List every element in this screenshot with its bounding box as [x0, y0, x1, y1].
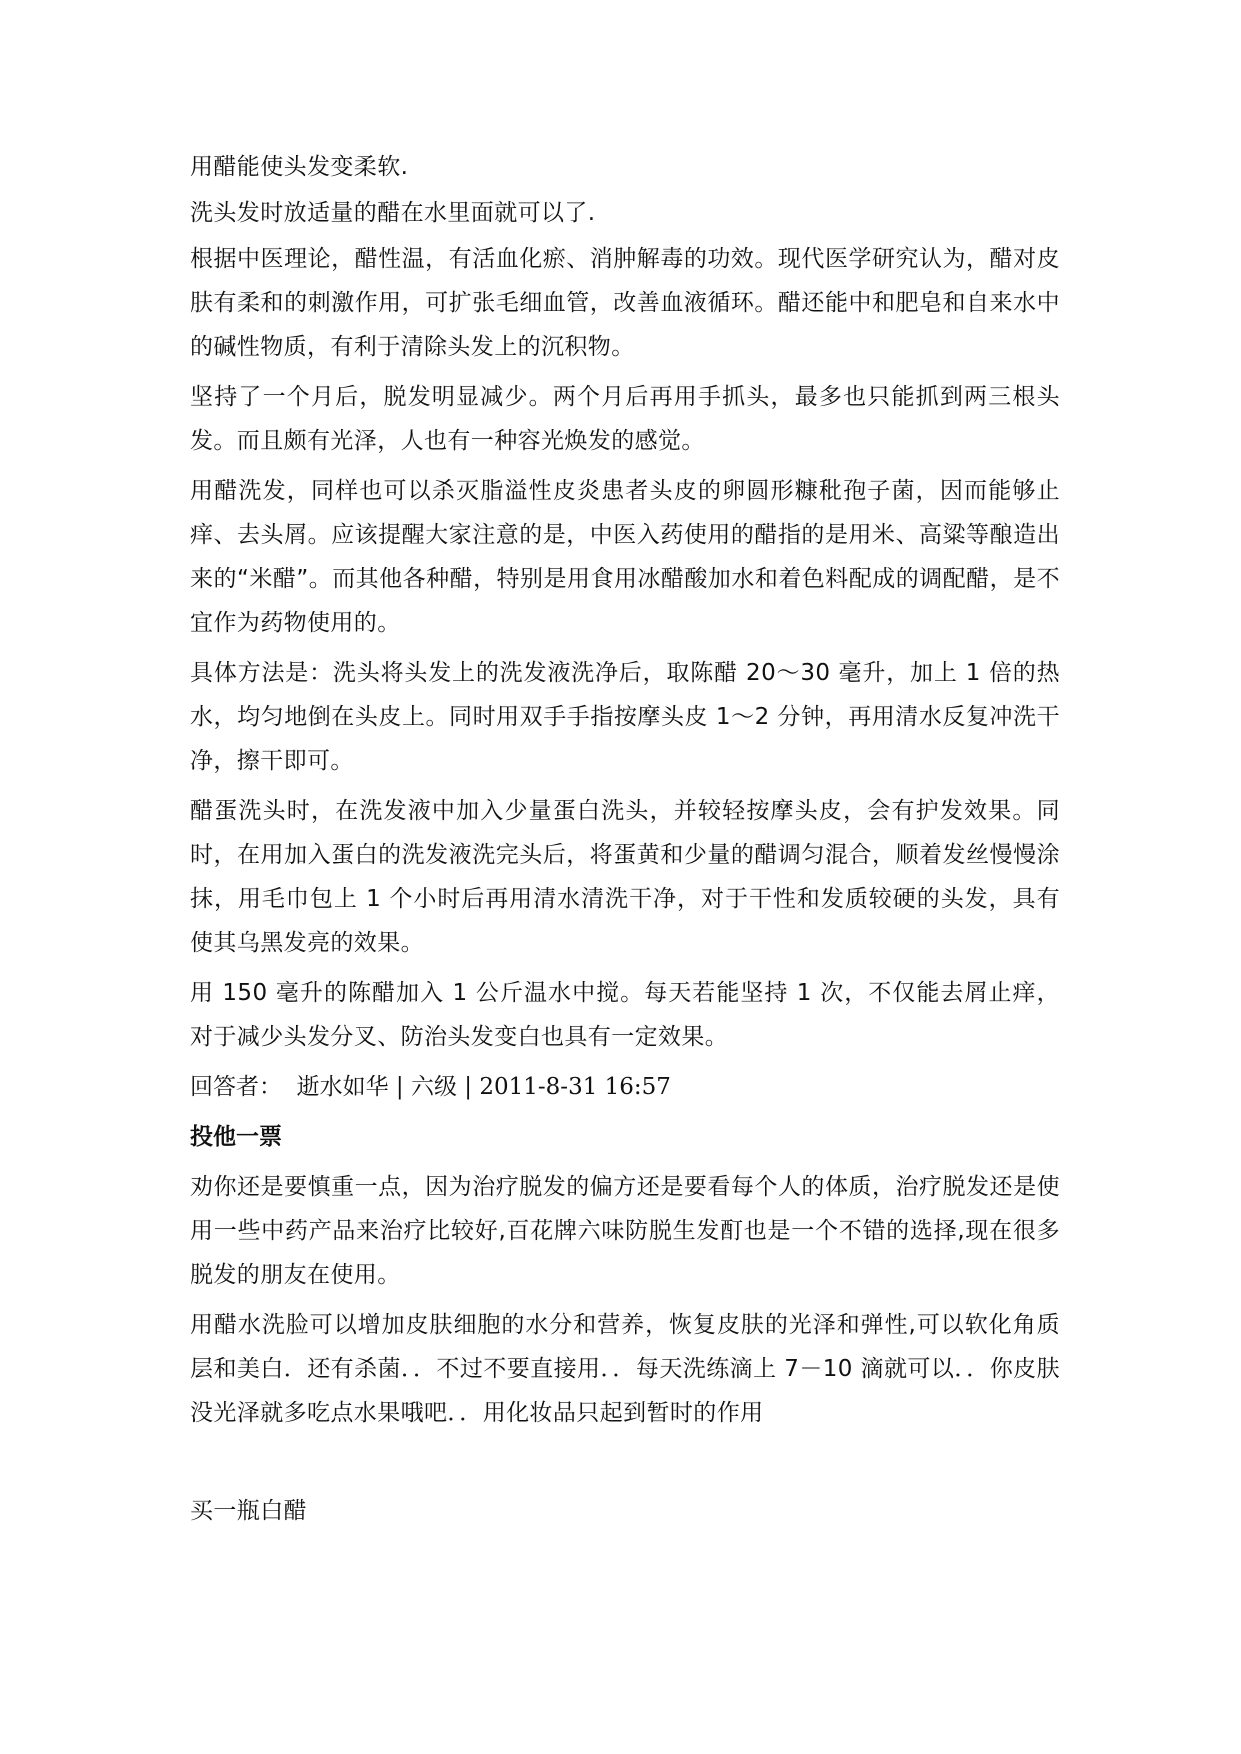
paragraph-one-month-result: 坚持了一个月后，脱发明显减少。两个月后再用手抓头，最多也只能抓到两三根头发。而且颇有光泽，人也有一种容光焕发的感觉。 [190, 384, 1060, 454]
vote-link[interactable]: 投他一票 [190, 1124, 282, 1150]
answer-meta: 回答者： 逝水如华 | 六级 | 2011-8-31 16:57 [190, 1074, 671, 1100]
spacer [190, 1441, 1060, 1489]
paragraph-vinegar-softens: 用醋能使头发变柔软. [190, 154, 409, 180]
paragraph-specific-method: 具体方法是：洗头将头发上的洗发液洗净后，取陈醋 20～30 毫升，加上 1 倍的热水，均匀地倒在头皮上。同时用双手手指按摩头皮 1～2 分钟，再用清水反复冲洗干净，擦干即可。 [190, 660, 1060, 774]
paragraph-face-wash: 用醋水洗脸可以增加皮肤细胞的水分和营养，恢复皮肤的光泽和弹性,可以软化角质层和美白．还有杀菌．．不过不要直接用．．每天洗练滴上 7－10 滴就可以．．你皮肤没光泽就多吃点水果哦吧．．用化妆品只起到暂时的作用 [190, 1312, 1060, 1426]
paragraph-tcm-theory: 根据中医理论，醋性温，有活血化瘀、消肿解毒的功效。现代医学研究认为，醋对皮肤有柔和的刺激作用，可扩张毛细血管，改善血液循环。醋还能中和肥皂和自来水中的碱性物质，有利于清除头发上的沉积物。 [190, 246, 1060, 360]
paragraph-advice: 劝你还是要慎重一点，因为治疗脱发的偏方还是要看每个人的体质，治疗脱发还是使用一些中药产品来治疗比较好,百花牌六味防脱生发酊也是一个不错的选择,现在很多脱发的朋友在使用。 [190, 1174, 1060, 1288]
paragraph-150ml: 用 150 毫升的陈醋加入 1 公斤温水中搅。每天若能坚持 1 次，不仅能去屑止痒，对于减少头发分叉、防治头发变白也具有一定效果。 [190, 980, 1060, 1050]
document-page [190, 145, 1060, 1539]
paragraph-egg-vinegar: 醋蛋洗头时，在洗发液中加入少量蛋白洗头，并较轻按摩头皮，会有护发效果。同时，在用加入蛋白的洗发液洗完头后，将蛋黄和少量的醋调匀混合，顺着发丝慢慢涂抹，用毛巾包上 1 个小时后再用清水清洗干净，对于干性和发质较硬的头发，具有使其乌黑发亮的效果。 [190, 798, 1060, 956]
paragraph-dandruff: 用醋洗发，同样也可以杀灭脂溢性皮炎患者头皮的卵圆形糠秕孢子菌，因而能够止痒、去头屑。应该提醒大家注意的是，中医入药使用的醋指的是用米、高粱等酿造出来的“米醋”。而其他各种醋，特别是用食用冰醋酸加水和着色料配成的调配醋，是不宜作为药物使用的。 [190, 478, 1060, 636]
paragraph-buy-vinegar: 买一瓶白醋 [190, 1498, 307, 1524]
paragraph-wash-method: 洗头发时放适量的醋在水里面就可以了. [190, 200, 596, 226]
